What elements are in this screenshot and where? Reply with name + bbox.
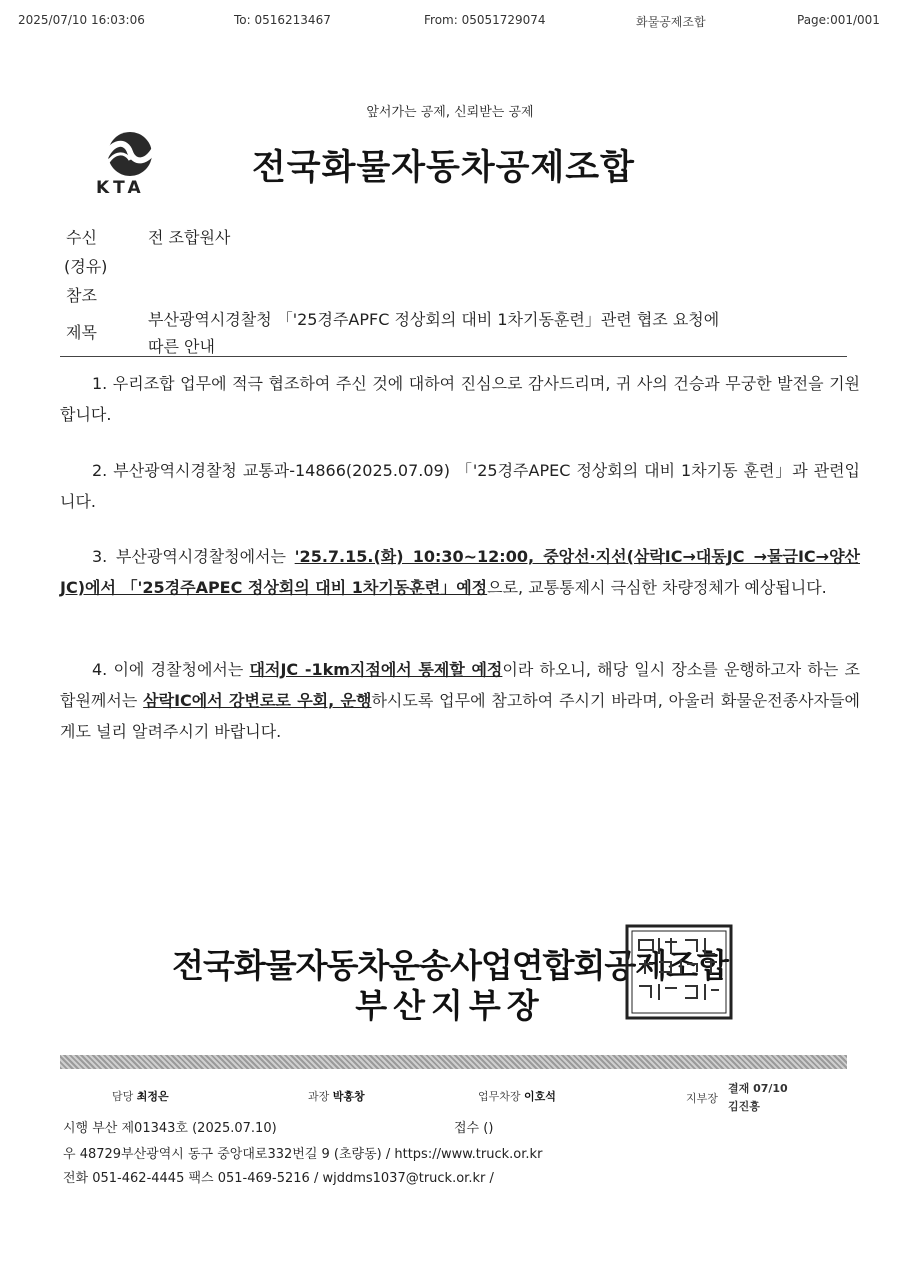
page-title: 전국화물자동차공제조합 bbox=[252, 148, 635, 188]
paragraph-3-highlight: '25.7.15.(화) 10:30~12:00, 중앙선·지선(삼락IC→대동JC →물금IC→양산JC)에서 「'25경주APEC 정상회의 대비 1차기동훈련」예정 bbox=[60, 547, 860, 597]
subject-line-1: 부산광역시경찰청 「'25경주APFC 정상회의 대비 1차기동훈련」관련 협조 요청에 bbox=[148, 310, 720, 329]
subject-label: 제목 bbox=[66, 323, 97, 342]
paragraph-4-highlight-2: 삼락IC에서 강변로로 우회, 운행 bbox=[143, 691, 372, 710]
paragraph-1: 1. 우리조합 업무에 적극 협조하여 주신 것에 대하여 진심으로 감사드리며, 귀 사의 건승과 무궁한 발전을 기원합니다. bbox=[60, 374, 860, 424]
approval-staff: 담당 최정은 bbox=[112, 1090, 169, 1103]
paragraph-4 bbox=[60, 654, 860, 747]
recipient-label: 수신 bbox=[66, 228, 97, 247]
paragraph-4-highlight-1: 대저JC -1km지점에서 통제할 예정 bbox=[249, 660, 503, 679]
signer-organization: 전국화물자동차운송사업연합회공제조합 bbox=[172, 946, 728, 985]
official-seal bbox=[625, 924, 733, 1020]
signer-title: 부산지부장 bbox=[355, 986, 545, 1025]
paragraph-3-outro: 으로, 교통통제시 극심한 차량정체가 예상됩니다. bbox=[487, 578, 827, 597]
subject-line-2: 따른 안내 bbox=[148, 337, 215, 356]
paragraph-4-middle: 이라 하오니, 해당 일시 장소를 운행하고자 하는 조합원께서는 bbox=[60, 660, 861, 710]
approval-head-name: 김진흥 bbox=[728, 1100, 760, 1113]
fax-datetime: 2025/07/10 16:03:06 bbox=[18, 13, 145, 27]
footer-contact: 전화 051-462-4445 팩스 051-469-5216 / wjddms1037@truck.or.kr / bbox=[63, 1171, 494, 1186]
paragraph-3-intro: 3. 부산광역시경찰청에서는 bbox=[92, 547, 295, 566]
issue-number: 시행 부산 제01343호 (2025.07.10) bbox=[63, 1121, 277, 1136]
fax-from: From: 05051729074 bbox=[424, 13, 546, 27]
approval-deputy: 업무차장 이호석 bbox=[478, 1090, 556, 1103]
slogan: 앞서가는 공제, 신뢰받는 공제 bbox=[366, 105, 534, 120]
kta-logo-text: KTA bbox=[96, 178, 145, 198]
ref-label: 참조 bbox=[66, 286, 97, 305]
approval-chief: 과장 박홍창 bbox=[308, 1090, 365, 1103]
receipt-number: 접수 () bbox=[454, 1121, 494, 1136]
approval-decision: 결재 07/10 bbox=[728, 1082, 788, 1095]
fax-page: Page:001/001 bbox=[797, 13, 880, 27]
paragraph-3 bbox=[60, 541, 860, 603]
via-label: (경유) bbox=[64, 257, 108, 276]
footer-address: 우 48729부산광역시 동구 중앙대로332번길 9 (초량동) / https://www.truck.or.kr bbox=[63, 1147, 543, 1162]
paragraph-2: 2. 부산광역시경찰청 교통과-14866(2025.07.09) 「'25경주APEC 정상회의 대비 1차기동 훈련」과 관련입니다. bbox=[60, 461, 860, 511]
header-divider bbox=[60, 356, 847, 357]
paragraph-4-outro: 하시도록 업무에 참고하여 주시기 바라며, 아울러 화물운전종사자들에게도 널리 알려주시기 바랍니다. bbox=[60, 691, 860, 741]
paragraph-4-intro: 4. 이에 경찰청에서는 bbox=[92, 660, 250, 679]
recipient-value: 전 조합원사 bbox=[148, 228, 231, 247]
fax-sender: 화물공제조합 bbox=[636, 15, 706, 29]
fax-to: To: 0516213467 bbox=[234, 13, 331, 27]
approval-head-role: 지부장 bbox=[686, 1092, 718, 1105]
footer-band bbox=[60, 1055, 847, 1069]
